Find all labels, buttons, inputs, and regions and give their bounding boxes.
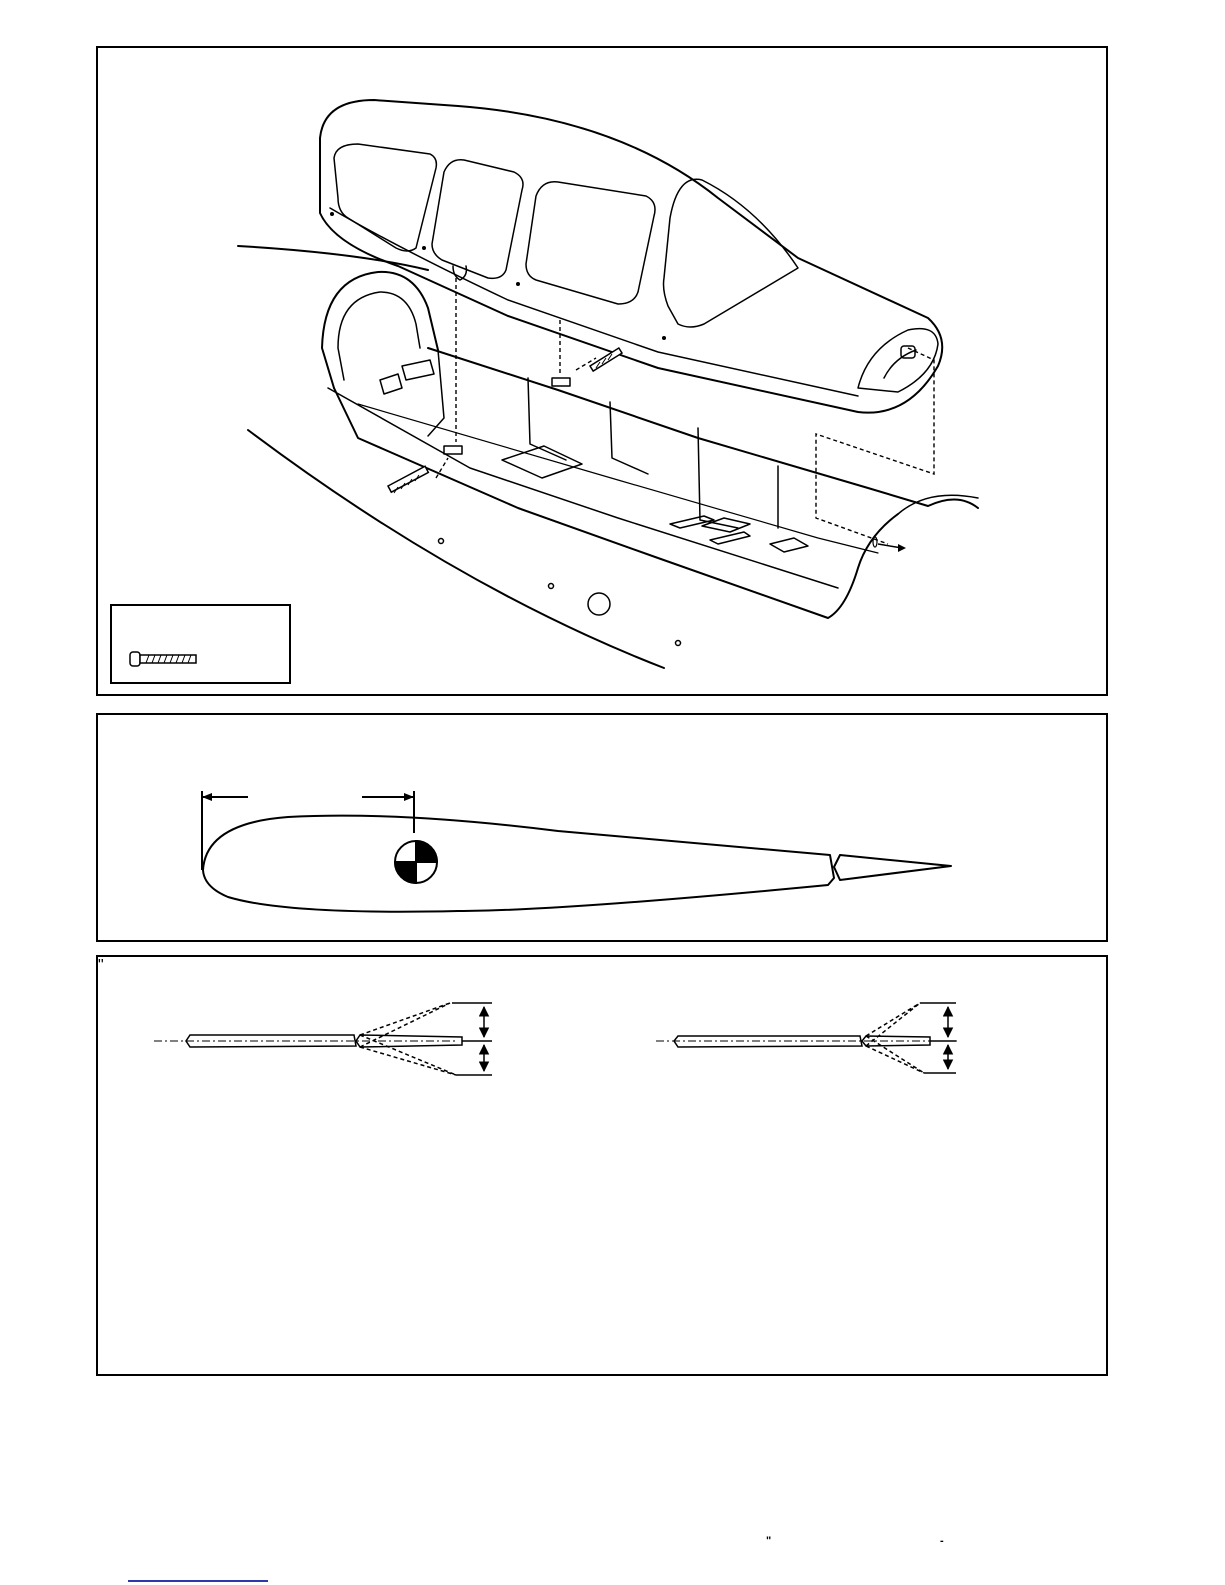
aileron-section (834, 855, 951, 880)
fuselage-access-hole (588, 593, 610, 615)
canopy-hatch (320, 100, 942, 413)
canopy-window-4 (664, 179, 799, 327)
hardware-inset (110, 604, 291, 684)
cg-symbol (395, 841, 437, 883)
canopy-window-2 (432, 160, 523, 279)
rear-fuselage (898, 495, 978, 514)
footer-inch-mark: " (766, 1535, 772, 1547)
footer-link-underline[interactable] (128, 1580, 268, 1582)
wing-airfoil (203, 816, 834, 912)
control-throws-drawing (98, 957, 1108, 1376)
fuselage-side-top-edge (428, 348, 978, 508)
canopy-screw-rear (590, 348, 622, 371)
canopy-screw-front (388, 466, 428, 493)
cg-dimension-left (202, 791, 248, 870)
elevator-throw-diagram (154, 1003, 492, 1075)
canopy-window-1 (334, 144, 436, 251)
canopy-mount-tab-front (444, 446, 462, 454)
canopy-installation-figure (96, 46, 1108, 696)
cg-airfoil-drawing (98, 715, 1108, 942)
control-throws-figure (96, 955, 1108, 1376)
fuselage-bottom-line (248, 430, 664, 668)
hardware-screw-drawing (112, 606, 293, 686)
fuselage-side-bottom-edge (334, 388, 898, 618)
footer-dash-mark: - (940, 1535, 944, 1547)
canopy-drawing (98, 48, 1108, 696)
inch-mark-small: " (98, 957, 104, 974)
center-of-gravity-figure (96, 713, 1108, 942)
canopy-window-3 (526, 182, 655, 304)
canopy-mount-tab-rear (552, 378, 570, 386)
rudder-throw-diagram (656, 1003, 958, 1073)
